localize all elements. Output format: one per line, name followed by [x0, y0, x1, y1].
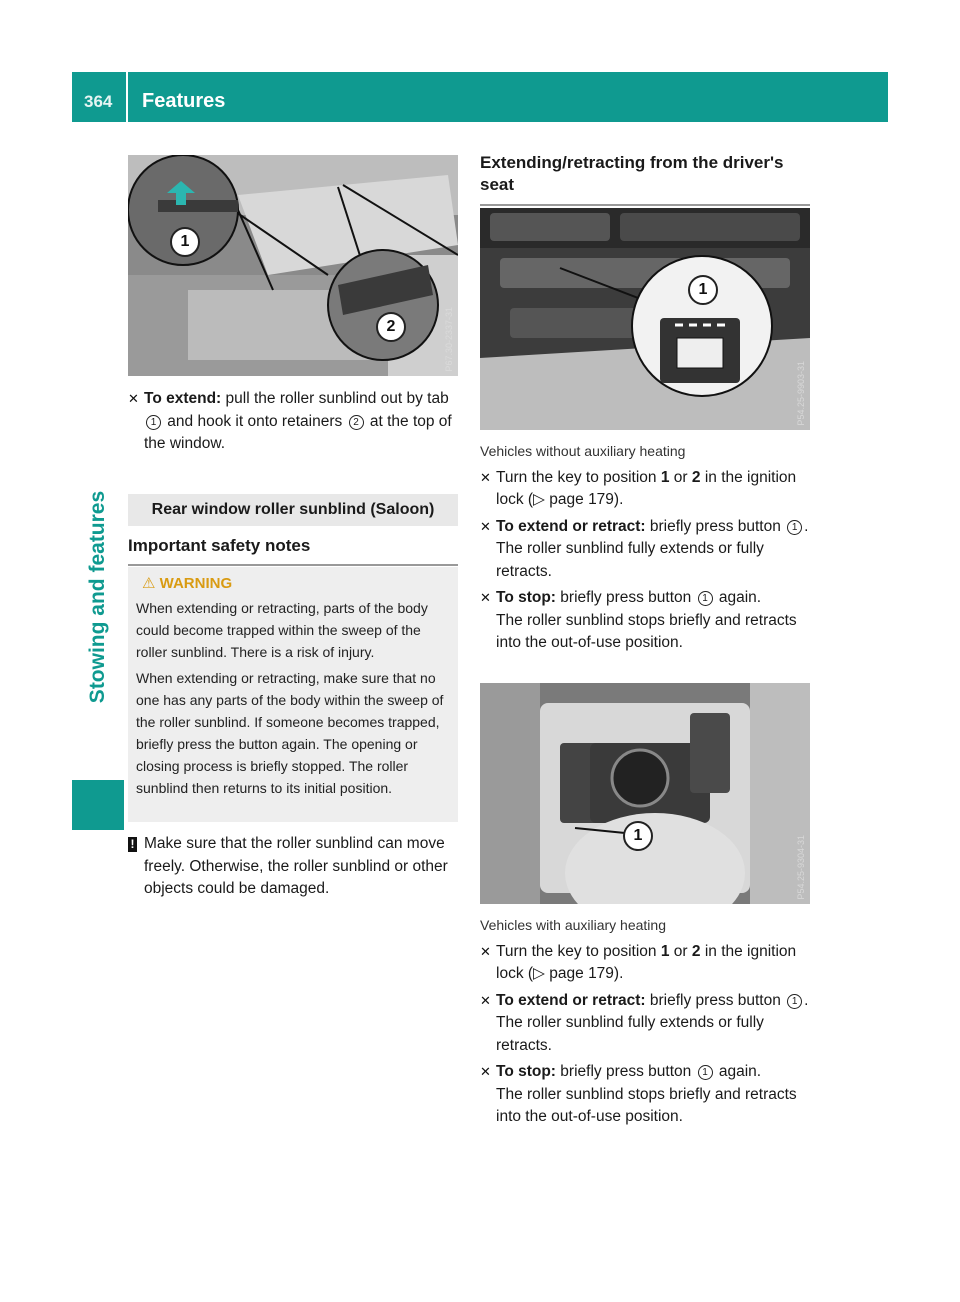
side-tab-marker [72, 780, 124, 830]
step-text: or [669, 468, 692, 486]
figure-console-buttons [480, 208, 810, 430]
callout-1: 1 [170, 227, 200, 257]
page-number: 364 [84, 92, 113, 111]
step-label: To extend or retract: [496, 517, 646, 535]
figure-code: P54.25-9903-31 [796, 361, 806, 426]
warning-title [142, 573, 232, 595]
figure-code: P54.25-9304-31 [796, 835, 806, 900]
right-heading: Extending/retracting from the driver's seat [480, 152, 810, 206]
step-text: Turn the key to position [496, 942, 661, 960]
step-arrow-icon: ✕ [480, 1064, 491, 1079]
step-result: The roller sunblind stops briefly and retracts into the out-of-use position. [496, 1085, 797, 1125]
step-arrow-icon: ✕ [480, 518, 491, 534]
step-result: The roller sunblind fully extends or fully retracts. [496, 1014, 764, 1054]
step-text: at the top of the window. [144, 412, 452, 452]
step-text: . [804, 517, 809, 535]
step-arrow-icon: ✕ [480, 469, 491, 485]
instructions-without-heating [480, 440, 814, 655]
position-value: 1 [660, 468, 670, 486]
step-text: Turn the key to position [496, 468, 661, 486]
callout-2: 2 [376, 312, 406, 342]
step-text: briefly press button [645, 991, 786, 1009]
section-title: Features [142, 90, 226, 112]
page-header [72, 72, 888, 122]
caption: Vehicles with auxiliary heating [480, 917, 666, 933]
safety-heading: Important safety notes [128, 536, 458, 566]
figure-code: P67.30-2337-31 [444, 307, 454, 372]
warning-title-text: WARNING [159, 575, 233, 592]
warning-triangle-icon: ⚠ [142, 575, 160, 592]
ref-1-icon: 1 [787, 994, 802, 1009]
caption: Vehicles without auxiliary heating [480, 443, 686, 459]
ref-2-icon: 2 [349, 415, 364, 430]
position-value: 1 [660, 942, 670, 960]
side-tab-label: Stowing and features [86, 490, 109, 704]
rear-heading: Rear window roller sunblind (Saloon) [128, 494, 458, 526]
ref-1-icon: 1 [787, 520, 802, 535]
warning-box [128, 567, 458, 822]
instructions-with-heating [480, 914, 814, 1129]
note-text: Make sure that the roller sunblind can move freely. Otherwise, the roller sunblind or other objects could be damaged. [144, 835, 448, 897]
step-text: again. [714, 1063, 762, 1080]
ref-1-icon: 1 [146, 415, 161, 430]
header-divider [126, 72, 128, 122]
extend-step [128, 388, 460, 456]
step-text: briefly press button [555, 1063, 696, 1080]
page-ref-icon: ▷ [533, 965, 545, 982]
step-result: The roller sunblind fully extends or fully retracts. [496, 540, 764, 580]
step-arrow-icon: ✕ [128, 391, 139, 406]
step-result: The roller sunblind stops briefly and retracts into the out-of-use position. [496, 611, 797, 651]
ref-1-icon: 1 [698, 591, 713, 606]
page-ref-link[interactable]: page 179). [544, 491, 624, 508]
position-value: 2 [691, 468, 701, 486]
note [128, 833, 476, 901]
step-label: To stop: [496, 589, 556, 606]
page-ref-link[interactable]: page 179). [544, 965, 624, 982]
callout-1: 1 [623, 821, 653, 851]
exclamation-icon: ! [128, 837, 137, 852]
step-text: or [669, 942, 692, 960]
figure-door-sunblind [128, 155, 458, 376]
figure-center-console [480, 683, 810, 904]
step-text: briefly press button [645, 517, 786, 535]
position-value: 2 [691, 942, 701, 960]
step-arrow-icon: ✕ [480, 943, 491, 959]
page-ref-icon: ▷ [533, 491, 545, 508]
step-label: To extend or retract: [496, 991, 646, 1009]
step-text: briefly press button [555, 589, 696, 606]
step-text: again. [714, 589, 762, 606]
step-text: pull the roller sunblind out by tab [221, 390, 449, 407]
step-text: in the ignition lock ( [496, 942, 797, 982]
ref-1-icon: 1 [698, 1065, 713, 1080]
step-arrow-icon: ✕ [480, 992, 491, 1008]
step-arrow-icon: ✕ [480, 590, 491, 605]
step-text: . [804, 991, 809, 1009]
callout-1: 1 [688, 275, 718, 305]
warning-paragraph-1: When extending or retracting, parts of the body could become trapped within the sweep of the roller sunblind. There is a risk of injury. [136, 600, 428, 660]
step-label: To extend: [144, 390, 222, 407]
step-text: in the ignition lock ( [496, 468, 797, 508]
warning-paragraph-2: When extending or retracting, make sure that no one has any parts of the body within the sweep of the roller sunblind. If someone becomes trapped, briefly press the button again. The opening or closing process is briefly stopped. The roller sunblind then returns to its initial position. [136, 670, 444, 796]
step-text: and hook it onto retainers [163, 412, 347, 430]
step-label: To stop: [496, 1063, 556, 1080]
